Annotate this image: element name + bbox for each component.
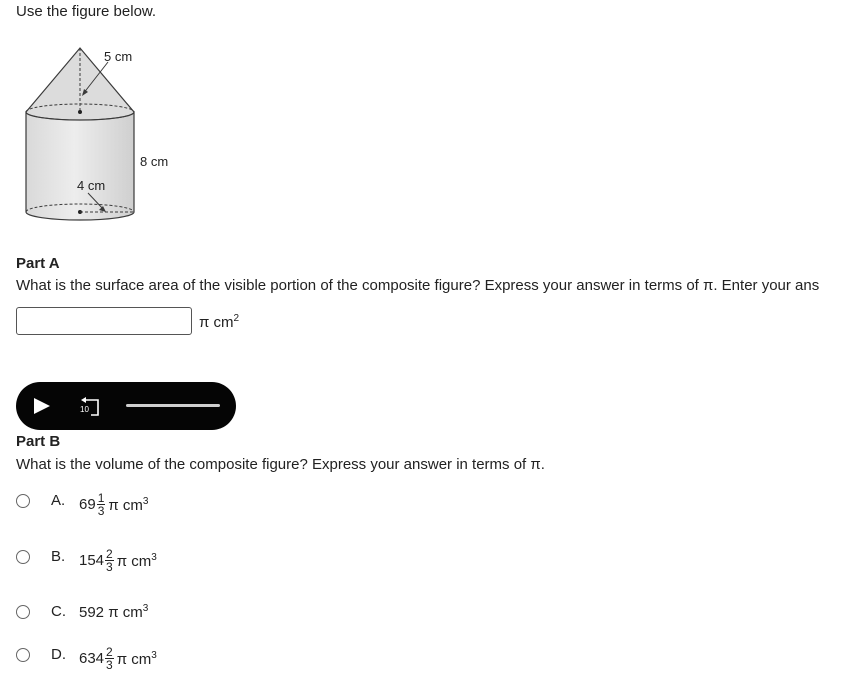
choice-value: 154 $\frac{2}{3}$ π $cm^3$	[79, 547, 157, 574]
composite-figure	[16, 40, 186, 225]
instruction-text: Use the figure below.	[16, 3, 157, 20]
audio-progress-slider[interactable]	[126, 404, 220, 407]
audio-player	[16, 382, 236, 430]
answer-unit: π $cm^2$	[199, 313, 240, 331]
radio-d[interactable]	[16, 648, 30, 662]
choice-value: 69 $\frac{1}{3}$ π $cm^3$	[79, 491, 149, 518]
label-slant: 5 cm	[104, 49, 133, 64]
rewind-label: 10	[80, 405, 89, 414]
choice-letter: D.	[51, 646, 66, 663]
radio-c[interactable]	[16, 605, 30, 619]
radio-a[interactable]	[16, 494, 30, 508]
choice-b[interactable]	[16, 548, 216, 578]
part-b-question: What is the volume of the composite figure? Express your answer in terms of π.	[16, 456, 545, 473]
label-height: 8 cm	[140, 154, 169, 169]
choice-c[interactable]	[16, 603, 216, 633]
surface-area-answer-input[interactable]	[16, 307, 192, 335]
choice-letter: A.	[51, 492, 66, 509]
play-icon[interactable]	[33, 397, 51, 415]
part-b-heading: Part B	[16, 433, 61, 450]
radio-b[interactable]	[16, 550, 30, 564]
rewind-10-icon[interactable]	[78, 396, 102, 418]
label-radius: 4 cm	[77, 178, 106, 193]
choice-a[interactable]	[16, 492, 216, 522]
choice-value: 634 $\frac{2}{3}$ π $cm^3$	[79, 645, 157, 672]
choice-d[interactable]	[16, 646, 216, 676]
choice-letter: C.	[51, 603, 66, 620]
part-a-heading: Part A	[16, 255, 60, 272]
choice-value: 592 π $cm^3$	[79, 603, 149, 621]
part-a-question: What is the surface area of the visible portion of the composite figure? Express your answer in terms of π. Enter your ans	[16, 277, 820, 294]
choice-letter: B.	[51, 548, 66, 565]
